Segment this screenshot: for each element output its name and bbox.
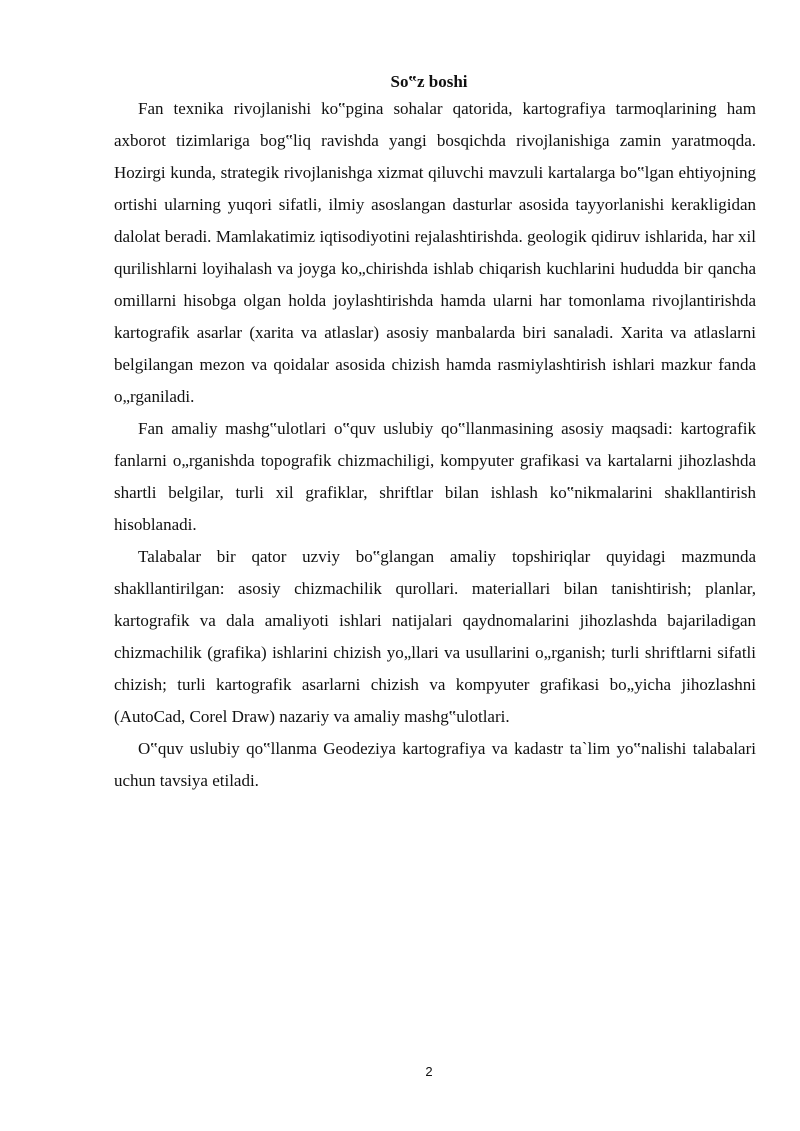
page-title: So‟z boshi	[390, 72, 468, 91]
paragraph-3: Talabalar bir qator uzviy bo‟glangan amaliy topshiriqlar quyidagi mazmunda shakllantirilgan: asosiy chizmachilik qurollari. materiallari bilan tanishtirish; planlar, kartografik va dala amaliyoti ishlari natijalari qaydnomalarini jihozlashda bajariladigan chizmachilik (grafika) ishlarini chizish yo„llari va usullarini o„rganish; turli shriftlarni sifatli chizish; turli kartografik asarlarni chizish va kompyuter grafikasi bo„yicha jihozlashni (AutoCad, Corel Draw) nazariy va amaliy mashg‟ulotlari.	[114, 547, 756, 726]
paragraph-2: Fan amaliy mashg‟ulotlari o‟quv uslubiy qo‟llanmasining asosiy maqsadi: kartografik fanlarni o„rganishda topografik chizmachiligi, kompyuter grafikasi va kartalarni jihozlashda shartli belgilar, turli xil grafiklar, shriftlar bilan ishlash ko‟nikmalarini shakllantirish hisoblanadi.	[114, 419, 756, 534]
paragraph-4: O‟quv uslubiy qo‟llanma Geodeziya kartografiya va kadastr ta`lim yo‟nalishi talabalari uchun tavsiya etiladi.	[114, 739, 756, 790]
body-text	[114, 93, 756, 797]
page-number: 2	[425, 1064, 433, 1079]
paragraph-1: Fan texnika rivojlanishi ko‟pgina sohalar qatorida, kartografiya tarmoqlarining ham axborot tizimlariga bog‟liq ravishda yangi bosqichda rivojlanishiga zamin yaratmoqda. Hozirgi kunda, strategik rivojlanishga xizmat qiluvchi mavzuli kartalarga bo‟lgan ehtiyojning ortishi ularning yuqori sifatli, ilmiy asoslangan dasturlar asosida tayyorlanishi kerakligidan dalolat beradi. Mamlakatimiz iqtisodiyotini rejalashtirishda. geologik qidiruv ishlarida, har xil qurilishlarni loyihalash va joyga ko„chirishda ishlab chiqarish kuchlarini hududda bir qancha omillarni hisobga olgan holda joylashtirishda hamda ularni har tomonlama rivojlantirishda kartografik asarlar (xarita va atlaslar) asosiy manbalarda biri sanaladi. Xarita va atlaslarni belgilangan mezon va qoidalar asosida chizish hamda rasmiylashtirish ishlari mazkur fanda o„rganiladi.	[114, 99, 756, 406]
